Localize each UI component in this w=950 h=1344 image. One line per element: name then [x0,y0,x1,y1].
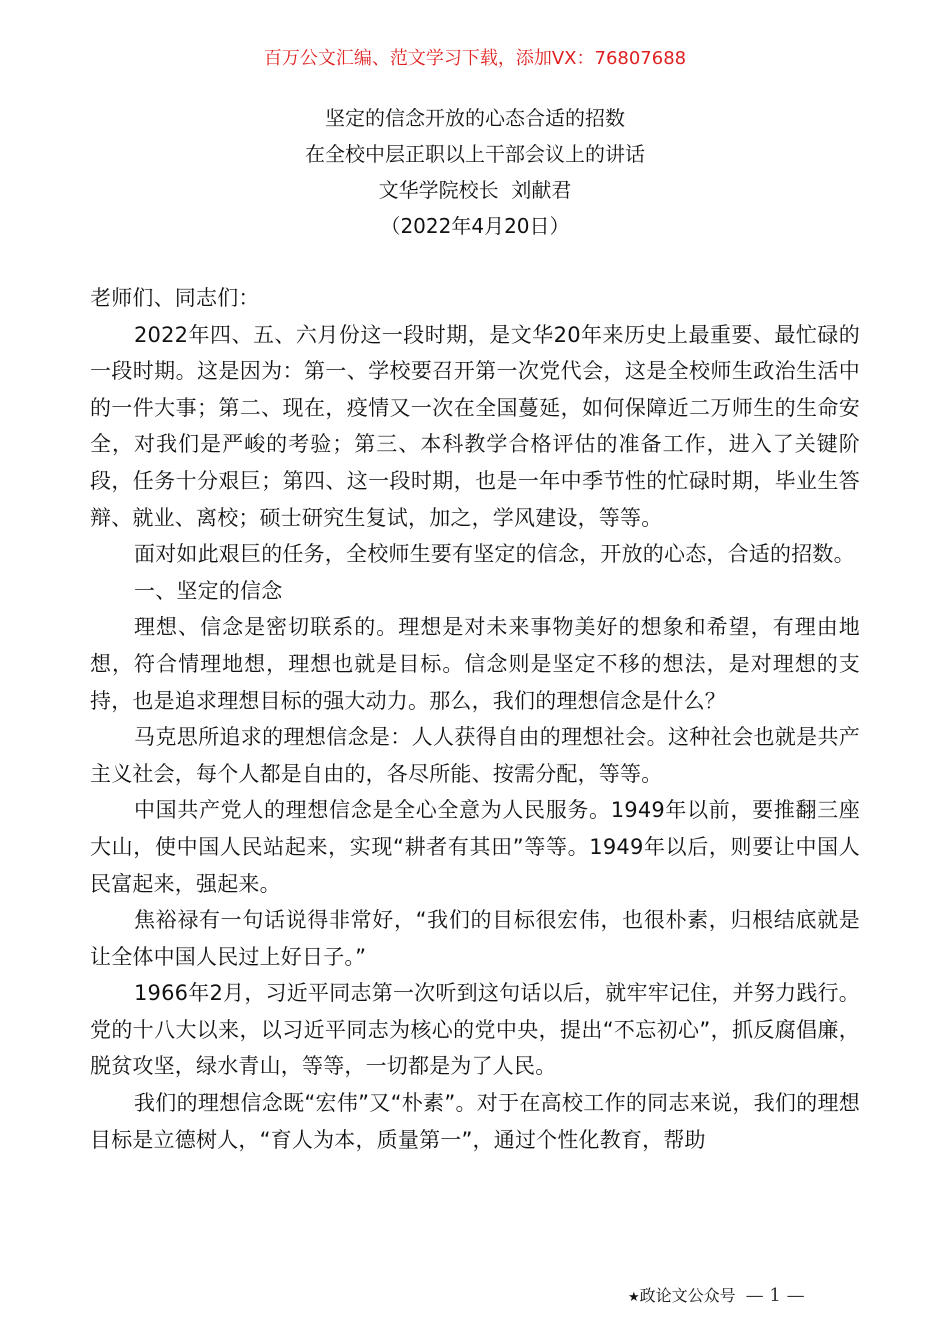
document-title: 坚定的信念开放的心态合适的招数 [325,106,625,130]
paragraph: 理想、信念是密切联系的。理想是对未来事物美好的想象和希望，有理由地想，符合情理地想，理想也就是目标。信念则是坚定不移的想法，是对理想的支持，也是追求理想目标的强大动力。那么，我们的理想信念是什么？ [90,615,860,713]
salutation: 老师们、同志们： [90,286,260,310]
document-date: （2022年4月20日） [380,214,570,238]
paragraph: 1966年2月，习近平同志第一次听到这句话以后，就牢牢记住，并努力践行。党的十八大以来，以习近平同志为核心的党中央，提出“不忘初心”，抓反腐倡廉，脱贫攻坚，绿水青山，等等，一切都是为了人民。 [90,981,860,1079]
paragraph: 焦裕禄有一句话说得非常好，“我们的目标很宏伟，也很朴素，归根结底就是让全体中国人民过上好日子。” [90,908,860,969]
paragraph: 我们的理想信念既“宏伟”又“朴素”。对于在高校工作的同志来说，我们的理想目标是立德树人，“育人为本，质量第一”，通过个性化教育，帮助 [90,1091,860,1152]
page-number: — 1 — [745,1285,805,1306]
paragraph: 2022年四、五、六月份这一段时期，是文华20年来历史上最重要、最忙碌的一段时期。这是因为：第一、学校要召开第一次党代会，这是全校师生政治生活中的一件大事；第二、现在，疫情又一次在全国蔓延，如何保障近二万师生的生命安全，对我们是严峻的考验；第三、本科教学合格评估的准备工作，进入了关键阶段，任务十分艰巨；第四、这一段时期，也是一年中季节性的忙碌时期，毕业生答辩、就业、离校；硕士研究生复试，加之，学风建设，等等。 [90,322,860,530]
page-footer [628,1284,805,1310]
paragraph: 中国共产党人的理想信念是全心全意为人民服务。1949年以前，要推翻三座大山，使中国人民站起来，实现“耕者有其田”等等。1949年以后，则要让中国人民富起来，强起来。 [90,798,860,896]
star-icon: ★ [628,1290,640,1305]
footer-source: 政论文公众号 [639,1286,736,1305]
watermark-banner: 百万公文汇编、范文学习下载，添加VX：76807688 [263,48,687,69]
paragraph: 面对如此艰巨的任务，全校师生要有坚定的信念，开放的心态，合适的招数。 [134,542,855,567]
document-subtitle: 在全校中层正职以上干部会议上的讲话 [305,142,645,166]
document-body [90,280,860,1158]
document-author: 文华学院校长 刘献君 [378,178,572,202]
paragraph: 马克思所追求的理想信念是：人人获得自由的理想社会。这种社会也就是共产主义社会，每个人都是自由的，各尽所能、按需分配，等等。 [90,725,860,786]
section-heading: 一、坚定的信念 [134,578,283,603]
document-header [0,100,950,244]
